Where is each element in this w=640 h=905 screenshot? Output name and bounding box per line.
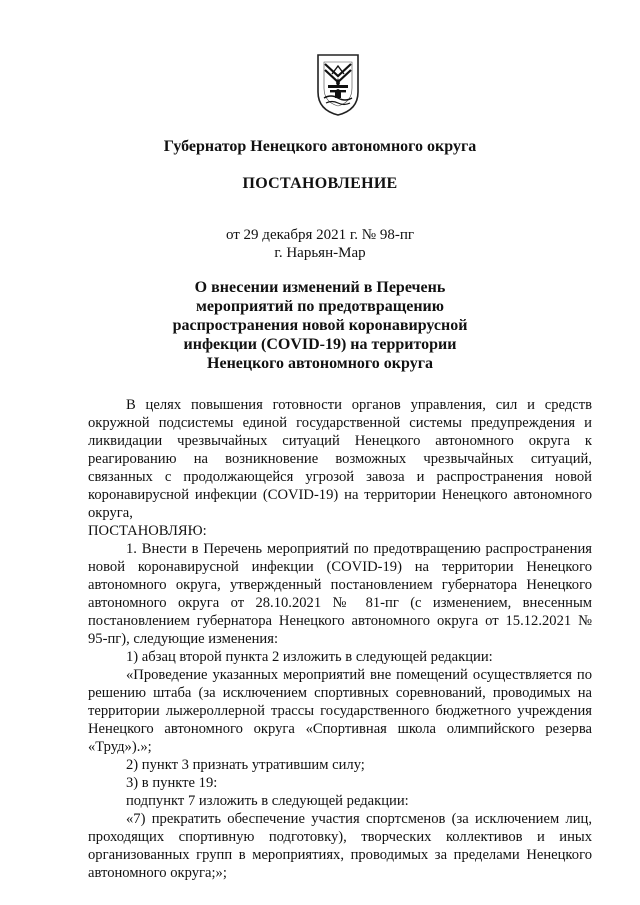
city: г. Нарьян-Мар xyxy=(274,245,366,261)
nenets-coat-of-arms-icon xyxy=(315,52,361,118)
date-number: от 29 декабря 2021 г. № 98-пг xyxy=(225,227,415,243)
subclause-3: 3) в пункте 19: xyxy=(126,775,218,791)
title-line-4: инфекции (COVID-19) на территории xyxy=(183,336,457,353)
subclause-3-intro: подпункт 7 изложить в следующей редакции: xyxy=(126,793,409,809)
title-line-3: распространения новой коронавирусной xyxy=(172,317,468,334)
resolve-word: ПОСТАНОВЛЯЮ: xyxy=(88,523,207,539)
document-title xyxy=(0,278,640,373)
title-line-2: мероприятий по предотвращению xyxy=(196,298,444,315)
subclause-2: 2) пункт 3 признать утратившим силу; xyxy=(126,757,365,773)
preamble-paragraph: В целях повышения готовности органов управления, сил и средств окружной подсистемы единой государственной системы предупреждения и ликвидации чрезвычайных ситуаций Ненецкого автономного округа к реагированию на возникновение возможных чрезвычайных ситуаций, связанных с продолжающейся угрозой завоза и распространения новой коронавирусной инфекции (COVID-19) на территории Ненецкого автономного округа, xyxy=(88,397,592,521)
document-meta xyxy=(0,226,640,262)
subclause-1: 1) абзац второй пункта 2 изложить в следующей редакции: xyxy=(126,649,493,665)
title-line-5: Ненецкого автономного округа xyxy=(207,355,433,372)
issuer-title: Губернатор Ненецкого автономного округа xyxy=(163,138,477,155)
document-type: ПОСТАНОВЛЕНИЕ xyxy=(242,175,398,192)
title-line-1: О внесении изменений в Перечень xyxy=(194,279,446,296)
document-body xyxy=(88,396,592,882)
clause-1: 1. Внести в Перечень мероприятий по предотвращению распространения новой коронавирусной инфекции (COVID-19) на территории Ненецкого автономного округа, утвержденный постановлением губернатора Ненецкого автономного округа от 28.10.2021 № 81-пг (с изменением, внесенным постановлением губернатора Ненецкого автономного округа от 15.12.2021 № 95-пг), следующие изменения: xyxy=(88,541,592,647)
quoted-text-1: «Проведение указанных мероприятий вне помещений осуществляется по решению штаба (за исключением спортивных соревнований, проводимых на территории лыжероллерной трассы государственного бюджетного учреждения Ненецкого автономного округа «Спортивная школа олимпийского резерва «Труд»).»; xyxy=(88,667,592,755)
quoted-text-2: «7) прекратить обеспечение участия спортсменов (за исключением лиц, проходящих спортивную подготовку), творческих коллективов и иных организованных групп в мероприятиях, проводимых за пределами Ненецкого автономного округа;»; xyxy=(88,811,592,881)
